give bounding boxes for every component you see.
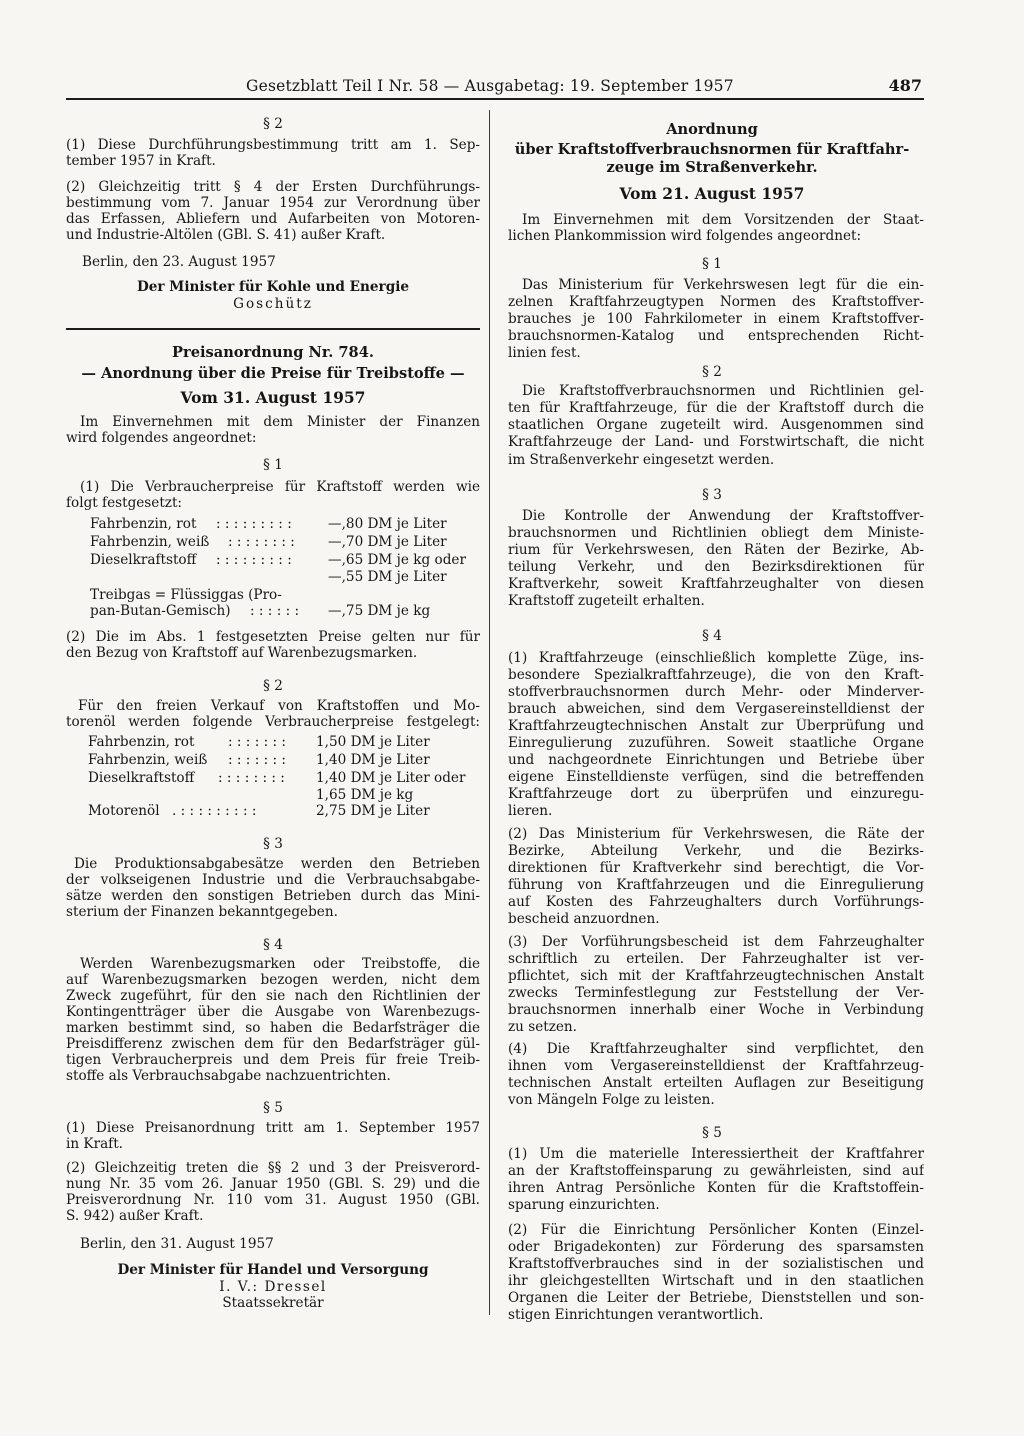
text-line: Für den freien Verkauf von Kraftstoffen und Mo- <box>78 698 480 714</box>
section-heading: § 4 <box>263 937 283 953</box>
text-line: Kraftstoff zugeteilt erhalten. <box>508 593 705 609</box>
price-value: 1,50 DM je Liter <box>316 734 430 750</box>
ordinance-date: Vom 21. August 1957 <box>619 184 805 203</box>
text-line: Die Kraftstoffverbrauchsnormen und Richtlinien gel- <box>522 383 924 399</box>
page-header <box>66 76 924 96</box>
price-value: —,65 DM je kg oder <box>328 552 466 568</box>
text-line: Preisverordnung Nr. 110 vom 31. August 1950 (GBl. <box>66 1192 480 1208</box>
price-dots: : : : : : : : <box>228 752 286 768</box>
text-line: (2) Gleichzeitig tritt § 4 der Ersten Durchführungs- <box>66 179 480 195</box>
price-value: 1,65 DM je kg <box>316 787 414 803</box>
text-line: in Kraft. <box>66 1136 123 1152</box>
text-line: (2) Das Ministerium für Verkehrswesen, die Räte der <box>508 826 924 842</box>
section-heading: § 5 <box>702 1125 722 1141</box>
text-line: Das Ministerium für Verkehrswesen legt für die ein- <box>522 277 924 293</box>
text-line: Kraftverkehr, soweit Kraftfahrzeughalter von diesen <box>508 576 924 592</box>
price-dots: : : : : : : <box>250 603 300 619</box>
text-line: auf Warenbezugsmarken bezogen werden, nicht dem <box>66 972 480 988</box>
text-line: Zweck zugeführt, für den sie nach den Richtlinien der <box>66 988 480 1004</box>
ordinance-title: Anordnung <box>666 121 758 138</box>
text-line: zelnen Kraftfahrzeugtypen Normen des Kraftstoffver- <box>508 294 924 310</box>
price-label: Fahrbenzin, rot <box>88 734 195 750</box>
section-heading: § 2 <box>263 678 283 694</box>
text-line: (1) Diese Preisanordnung tritt am 1. September 1957 <box>66 1120 480 1136</box>
text-line: bescheid anzuordnen. <box>508 911 660 927</box>
text-line: Kontingentträger über die Ausgabe von Warenbezugs- <box>66 1004 480 1020</box>
text-line: ihren Antrag Persönliche Konten für die Kraftstoffein- <box>508 1180 924 1196</box>
text-line: (1) Die Verbraucherpreise für Kraftstoff werden wie <box>80 479 480 495</box>
section-heading: § 3 <box>263 836 283 852</box>
signer-name <box>66 1279 480 1295</box>
signer-title: Der Minister für Kohle und Energie <box>136 279 410 295</box>
text-line: Die Kontrolle der Anwendung der Kraftstoffver- <box>522 508 924 524</box>
ordinance-subtitle: zeuge im Straßenverkehr. <box>606 159 818 176</box>
text-line: (1) Um die materielle Interessiertheit der Kraftfahrer <box>508 1146 924 1162</box>
text-line: sparung einzurichten. <box>508 1197 660 1213</box>
price-value: —,80 DM je Liter <box>328 516 447 532</box>
signer-name: Goschütz <box>233 296 313 312</box>
text-line: zwecks Terminfestlegung zur Feststellung der Ver- <box>508 985 924 1001</box>
text-line: pflichtet, sich mit der Kraftfahrzeugtechnischen Anstalt <box>508 968 924 984</box>
text-line: eigene Einstelldienste verfügen, sind die betreffenden <box>508 769 924 785</box>
text-line: oder Brigadekonten) zur Förderung des sparsamsten <box>508 1239 924 1255</box>
text-line: zu setzen. <box>508 1019 578 1035</box>
section-heading: § 5 <box>263 1100 283 1116</box>
ordinance-title: Preisanordnung Nr. 784. <box>172 344 374 361</box>
price-value: —,70 DM je Liter <box>328 534 447 550</box>
text-line: brauches je 100 Fahrkilometer in einem Kraftstoffver- <box>508 311 924 327</box>
price-label: Fahrbenzin, weiß <box>88 752 208 768</box>
section-heading: § 1 <box>263 457 283 473</box>
text-line: (1) Kraftfahrzeuge (einschließlich komplette Züge, ins- <box>508 650 924 666</box>
column-divider <box>489 110 490 1315</box>
text-line: Die Produktionsabgabesätze werden den Betrieben <box>74 856 480 872</box>
text-line: führung von Kraftfahrzeugen und die Einregulierung <box>508 877 924 893</box>
price-dots: : : : : : : : : <box>218 770 285 786</box>
text-line: Kraftstoffverbrauches sind in der sozialistischen und <box>508 1256 924 1272</box>
text-line: sätze werden den sonstigen Betrieben durch das Mini- <box>66 888 480 904</box>
price-dots: . : : : : : : : : : <box>172 803 257 819</box>
header-title: Gesetzblatt Teil I Nr. 58 — Ausgabetag: 19. September 1957 <box>246 77 734 95</box>
text-line: (3) Der Vorführungsbescheid ist dem Fahrzeughalter <box>508 934 924 950</box>
text-line: auf Kosten des Fahrzeughalters durch Vorführungs- <box>508 894 924 910</box>
price-label: Dieselkraftstoff <box>88 770 195 786</box>
text-line: S. 942) außer Kraft. <box>66 1208 204 1224</box>
text-line: Kraftfahrzeuge dort zu überprüfen und einzuregu- <box>508 786 924 802</box>
text-line: folgt festgesetzt: <box>66 495 182 511</box>
text-line: der volkseigenen Industrie und die Verbrauchsabgabe- <box>66 872 480 888</box>
text-line: marken bestimmt sind, so haben die Bedarfsträger die <box>66 1020 480 1036</box>
text-line: wird folgendes angeordnet: <box>66 430 257 446</box>
header-rule <box>66 98 924 100</box>
text-line: nung Nr. 35 vom 26. Januar 1950 (GBl. S. 29) und die <box>66 1176 480 1192</box>
text-line: Organen die Leiter der Betriebe, Dienststellen und son- <box>508 1290 924 1306</box>
price-label: Fahrbenzin, rot <box>90 516 197 532</box>
text-line: brauch abweichen, sind dem Vergasereinstelldienst der <box>508 701 924 717</box>
section-heading: § 2 <box>263 116 283 132</box>
text-line: (2) Die im Abs. 1 festgesetzten Preise gelten nur für <box>66 629 480 645</box>
text-line: tigen Verbraucherpreis und dem Preis für freie Treib- <box>66 1052 480 1068</box>
text-line: technischen Anstalt erteilten Auflagen zur Beseitigung <box>508 1075 924 1091</box>
text-line: (2) Gleichzeitig treten die §§ 2 und 3 der Preisverord- <box>66 1160 480 1176</box>
text-line: bestimmung vom 7. Januar 1954 zur Verordnung über <box>66 195 480 211</box>
price-dots: : : : : : : : : : <box>216 552 292 568</box>
text-line: brauchsnormen innerhalb einer Woche in Verbindung <box>508 1002 924 1018</box>
text-line: Im Einvernehmen mit dem Vorsitzenden der Staat- <box>522 212 924 228</box>
text-line: stigen Einrichtungen verantwortlich. <box>508 1307 764 1323</box>
text-line: von Mängeln Folge zu leisten. <box>508 1092 715 1108</box>
section-heading: § 1 <box>702 256 722 272</box>
text-line: brauchsnormen-Katalog und entsprechenden Richt- <box>508 328 924 344</box>
place-date: Berlin, den 23. August 1957 <box>82 254 276 270</box>
text-line: Kraftfahrzeugtechnischen Anstalt zur Überprüfung und <box>508 718 924 734</box>
signer-title: Der Minister für Handel und Versorgung <box>117 1262 429 1278</box>
text-line: (2) Für die Einrichtung Persönlicher Konten (Einzel- <box>508 1222 924 1238</box>
text-line: tember 1957 in Kraft. <box>66 153 216 169</box>
text-line: ihnen vom Vergasereinstelldienst der Kraftfahrzeug- <box>508 1058 924 1074</box>
text-line: schriftlich zu erteilen. Der Fahrzeughalter ist ver- <box>508 951 924 967</box>
text-line: und nachgeordnete Einrichtungen und Betriebe über <box>508 752 924 768</box>
text-line: an der Kraftstoffeinsparung zu gewährleisten, sind auf <box>508 1163 924 1179</box>
text-line: Kraftfahrzeuge der Land- und Forstwirtschaft, die nicht <box>508 434 924 450</box>
text-line: ihr gleichgestellten Wirtschaft und in den staatlichen <box>508 1273 924 1289</box>
text-line: Preisdifferenz zwischen dem für den Bedarfsträger gül- <box>66 1036 480 1052</box>
text-line: Bezirke, Abteilung Verkehr, und die Bezirks- <box>508 843 924 859</box>
text-line: brauchsnormen und Richtlinien obliegt dem Ministe- <box>508 525 924 541</box>
text-line: torenöl werden folgende Verbraucherpreise festgelegt: <box>66 714 480 730</box>
text-line: (1) Diese Durchführungsbestimmung tritt am 1. Sep- <box>66 137 480 153</box>
text-line: Einregulierung zuzuführen. Soweit staatliche Organe <box>508 735 924 751</box>
price-label: Dieselkraftstoff <box>90 552 197 568</box>
price-label: Treibgas = Flüssiggas (Pro- <box>90 587 282 603</box>
signer-role: Staatssekretär <box>222 1295 324 1311</box>
text-line: das Erfassen, Abliefern und Aufarbeiten von Motoren- <box>66 211 480 227</box>
text-line: Werden Warenbezugsmarken oder Treibstoffe, die <box>80 956 480 972</box>
ordinance-date: Vom 31. August 1957 <box>180 388 366 407</box>
price-dots: : : : : : : : : : <box>216 516 292 532</box>
text-line: stoffe als Verbrauchsabgabe nachzuentrichten. <box>66 1068 391 1084</box>
price-dots: : : : : : : : : <box>228 534 295 550</box>
section-heading: § 2 <box>702 364 722 380</box>
price-value: 1,40 DM je Liter <box>316 752 430 768</box>
text-line: und Industrie-Altölen (GBl. S. 41) außer Kraft. <box>66 227 386 243</box>
text-line: staatlichen Organe zugeteilt wird. Ausgenommen sind <box>508 417 924 433</box>
signer-name-text: I. V.: Dressel <box>219 1279 327 1295</box>
price-value: —,75 DM je kg <box>328 603 431 619</box>
text-line: linien fest. <box>508 345 581 361</box>
section-separator <box>66 328 480 330</box>
price-value: —,55 DM je Liter <box>328 569 447 585</box>
text-line: (4) Die Kraftfahrzeughalter sind verpflichtet, den <box>508 1041 924 1057</box>
price-dots: : : : : : : : <box>228 734 286 750</box>
price-label: Motorenöl <box>88 803 160 819</box>
ordinance-subtitle: über Kraftstoffverbrauchsnormen für Kraftfahr- <box>514 141 910 158</box>
text-line: lieren. <box>508 803 553 819</box>
page-number: 487 <box>888 76 922 95</box>
place-date: Berlin, den 31. August 1957 <box>80 1236 274 1252</box>
text-line: stoffverbrauchsnormen durch Mehr- oder Minderver- <box>508 684 924 700</box>
price-label: pan-Butan-Gemisch) <box>90 603 231 619</box>
text-line: rium für Verkehrswesen, den Räten der Bezirke, Ab- <box>508 542 924 558</box>
text-line: lichen Plankommission wird folgendes angeordnet: <box>508 228 862 244</box>
price-value: 1,40 DM je Liter oder <box>316 770 466 786</box>
text-line: Im Einvernehmen mit dem Minister der Finanzen <box>80 414 480 430</box>
text-line: direktionen für Kraftverkehr sind berechtigt, die Vor- <box>508 860 924 876</box>
text-line: im Straßenverkehr eingesetzt werden. <box>508 452 775 468</box>
text-line: den Bezug von Kraftstoff auf Warenbezugsmarken. <box>66 645 418 661</box>
price-label: Fahrbenzin, weiß <box>90 534 210 550</box>
section-heading: § 4 <box>702 628 722 644</box>
text-line: teilung Verkehr, und den Bezirksdirektionen für <box>508 559 924 575</box>
text-line: ten für Kraftfahrzeuge, für die der Kraftstoff durch die <box>508 400 924 416</box>
section-heading: § 3 <box>702 487 722 503</box>
ordinance-subtitle: — Anordnung über die Preise für Treibstoffe — <box>81 365 465 382</box>
text-line: sterium der Finanzen bekanntgegeben. <box>66 904 338 920</box>
price-value: 2,75 DM je Liter <box>316 803 430 819</box>
text-line: besondere Spezialkraftfahrzeuge), die von den Kraft- <box>508 667 924 683</box>
